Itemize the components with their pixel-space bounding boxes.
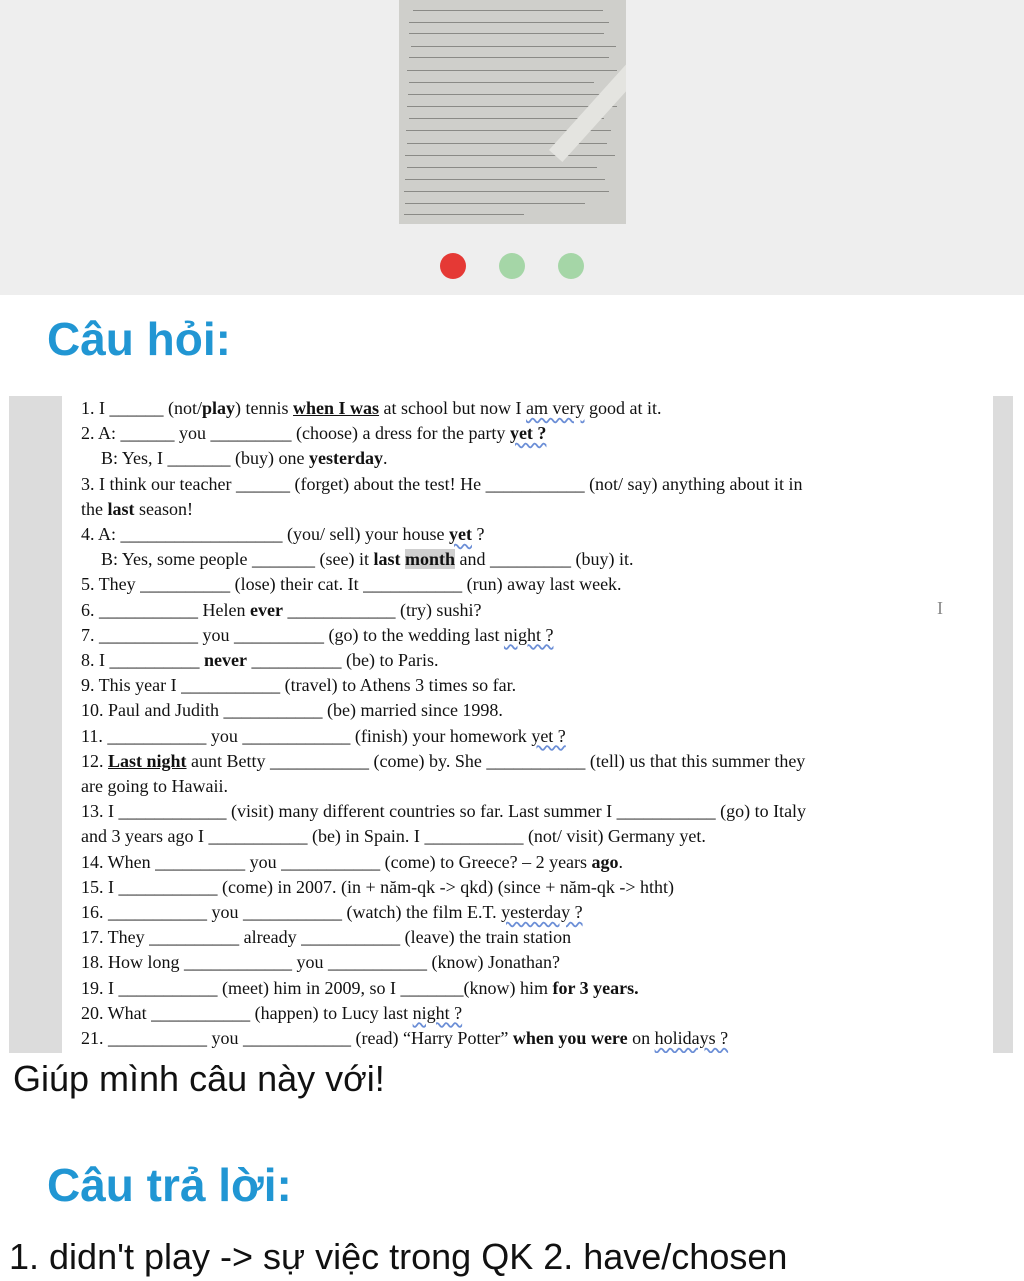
exercise-line bbox=[81, 396, 993, 421]
exercise-text: 19. I bbox=[81, 977, 119, 998]
exercise-text: 4. A: bbox=[81, 524, 121, 544]
exercise-text: . bbox=[618, 851, 624, 872]
answer-blank: __________ bbox=[149, 927, 240, 948]
exercise-text: (be) married since 1998. bbox=[322, 700, 503, 721]
exercise-text: am very bbox=[526, 398, 585, 418]
exercise-text: (travel) to Athens 3 times so far. bbox=[280, 675, 517, 696]
exercise-text: 16. bbox=[81, 902, 108, 922]
exercise-text: ever bbox=[249, 599, 283, 620]
exercise-line bbox=[81, 925, 993, 950]
exercise-text: (visit) many different countries so far. Last summer I bbox=[226, 801, 617, 822]
exercise-text: yet ? bbox=[509, 423, 547, 444]
answer-blank: _______ bbox=[400, 977, 464, 998]
carousel-dot-1[interactable] bbox=[440, 253, 466, 279]
exercise-text: (know) him bbox=[463, 977, 553, 998]
exercise-text: B: Yes, I bbox=[101, 448, 168, 469]
worksheet-photo-thumbnail[interactable] bbox=[399, 0, 626, 224]
exercise-line bbox=[81, 950, 993, 975]
exercise-text: 18. How long bbox=[81, 952, 184, 973]
exercise-text: ) tennis bbox=[235, 398, 294, 418]
exercise-line bbox=[81, 598, 993, 623]
exercise-text: aunt Betty bbox=[186, 750, 271, 771]
exercise-text: holidays ? bbox=[654, 1028, 729, 1048]
exercise-text: 13. I bbox=[81, 801, 119, 822]
exercise-line bbox=[81, 472, 993, 497]
exercise-text: night ? bbox=[503, 624, 554, 645]
exercise-line bbox=[81, 698, 993, 723]
answer-blank: ___________ bbox=[270, 750, 370, 771]
answer-blank: __________ bbox=[109, 650, 200, 670]
image-gallery bbox=[0, 0, 1024, 295]
answer-blank: ___________ bbox=[363, 574, 463, 595]
exercise-text: (come) to Greece? – 2 years bbox=[380, 851, 592, 872]
exercise-text: Last night bbox=[108, 750, 187, 771]
exercise-text: (not/ bbox=[163, 398, 202, 418]
answer-blank: ______ bbox=[235, 473, 290, 494]
exercise-text: 20. What bbox=[81, 1002, 152, 1023]
answer-blank: _______ bbox=[252, 549, 316, 570]
exercise-text: when you were bbox=[512, 1028, 628, 1048]
exercise-text: already bbox=[239, 927, 302, 948]
answer-blank: ___________ bbox=[424, 826, 524, 847]
exercise-text: (read) “Harry Potter” bbox=[351, 1028, 513, 1048]
exercise-text: (run) away last week. bbox=[462, 574, 622, 595]
exercise-text: B: Yes, some people bbox=[101, 549, 253, 570]
exercise-line bbox=[81, 875, 993, 900]
exercise-line bbox=[81, 623, 993, 648]
answer-blank: ___________ bbox=[107, 725, 207, 746]
exercise-text: Helen bbox=[198, 599, 250, 620]
exercise-text: (lose) their cat. It bbox=[230, 574, 364, 595]
answer-blank: ___________ bbox=[151, 1002, 251, 1023]
exercise-text: 12. bbox=[81, 750, 108, 771]
exercise-text: 14. When bbox=[81, 851, 156, 872]
exercise-text: (happen) to Lucy last bbox=[250, 1002, 413, 1023]
exercise-text: (forget) about the test! He bbox=[289, 473, 486, 494]
exercise-text: 10. Paul and Judith bbox=[81, 700, 224, 721]
answer-blank: ___________ bbox=[301, 927, 401, 948]
answer-blank: __________________ bbox=[120, 524, 283, 544]
answer-blank: ____________ bbox=[242, 725, 351, 746]
answer-blank: ____________ bbox=[184, 952, 292, 973]
exercise-line bbox=[81, 421, 993, 446]
answer-blank: ___________ bbox=[108, 902, 207, 922]
exercise-text: (meet) him in 2009, so I bbox=[217, 977, 401, 998]
exercise-line bbox=[81, 799, 993, 824]
text-cursor-icon: I bbox=[937, 598, 943, 618]
exercise-text: play bbox=[202, 398, 236, 418]
answer-blank: ______ bbox=[109, 398, 164, 418]
exercise-text: yesterday ? bbox=[501, 902, 583, 922]
exercise-text: you bbox=[292, 952, 328, 973]
exercise-text: (buy) it. bbox=[571, 549, 634, 570]
answer-blank: ___________ bbox=[223, 700, 323, 721]
exercise-text: the bbox=[81, 498, 108, 519]
answer-blank: ___________ bbox=[486, 750, 586, 771]
answer-blank: ____________ bbox=[243, 1028, 351, 1048]
answer-blank: ___________ bbox=[118, 977, 218, 998]
exercise-text: (not/ say) anything about it in bbox=[584, 473, 803, 494]
exercise-text: good at it. bbox=[584, 398, 662, 418]
exercise-line bbox=[81, 774, 993, 799]
exercise-line bbox=[81, 724, 993, 749]
answer-blank: __________ bbox=[140, 574, 231, 595]
exercise-text: month bbox=[405, 549, 456, 570]
exercise-line bbox=[81, 850, 993, 875]
exercise-text: for 3 years. bbox=[552, 977, 639, 998]
exercise-line bbox=[81, 497, 993, 522]
answer-blank: ___________ bbox=[281, 851, 381, 872]
exercise-text: 5. They bbox=[81, 574, 141, 595]
exercise-line bbox=[81, 1026, 993, 1051]
answer-blank: ___________ bbox=[328, 952, 427, 973]
exercise-text: . bbox=[383, 448, 388, 469]
answer-blank: _________ bbox=[490, 549, 572, 570]
answer-blank: ____________ bbox=[287, 599, 396, 620]
answer-blank: ______ bbox=[120, 423, 175, 444]
exercise-text: you bbox=[245, 851, 282, 872]
exercise-text: 6. bbox=[81, 599, 99, 620]
exercise-text: and bbox=[455, 549, 491, 570]
exercise-text: 15. I bbox=[81, 876, 119, 897]
answer-blank: ____________ bbox=[118, 801, 227, 822]
exercise-line bbox=[81, 824, 993, 849]
exercise-text: (be) in Spain. I bbox=[307, 826, 425, 847]
exercise-line bbox=[81, 522, 993, 547]
exercise-text: (finish) your homework bbox=[350, 725, 532, 746]
exercise-text: at school but now I bbox=[379, 398, 527, 418]
exercise-text: last bbox=[373, 549, 401, 570]
answer-blank: __________ bbox=[251, 650, 342, 670]
exercise-text: ago bbox=[591, 851, 619, 872]
exercise-text: (see) it bbox=[315, 549, 374, 570]
question-heading: Câu hỏi: bbox=[47, 313, 231, 365]
exercise-text: 7. bbox=[81, 624, 99, 645]
exercise-text: (buy) one bbox=[230, 448, 310, 469]
carousel-dot-2[interactable] bbox=[499, 253, 525, 279]
exercise-line bbox=[81, 648, 993, 673]
answer-blank: ___________ bbox=[208, 826, 308, 847]
exercise-text: (not/ visit) Germany yet. bbox=[523, 826, 706, 847]
exercise-text: 2. A: bbox=[81, 423, 121, 444]
exercise-text: (try) sushi? bbox=[395, 599, 482, 620]
exercise-text: (go) to Italy bbox=[715, 801, 807, 822]
help-request-text: Giúp mình câu này với! bbox=[13, 1058, 385, 1099]
exercise-line bbox=[81, 1001, 993, 1026]
exercise-text: on bbox=[627, 1028, 655, 1048]
exercise-line bbox=[101, 547, 993, 572]
exercise-text: 8. I bbox=[81, 650, 110, 670]
exercise-text: (come) in 2007. (in + năm-qk -> qkd) (since + năm-qk -> htht) bbox=[217, 876, 674, 897]
exercise-text: when I was bbox=[293, 398, 380, 418]
exercise-text: (come) by. She bbox=[369, 750, 487, 771]
answer-blank: ___________ bbox=[99, 599, 198, 620]
exercise-text: 9. This year I bbox=[81, 675, 182, 696]
exercise-text: 11. bbox=[81, 725, 108, 746]
exercise-text: 3. I think our teacher bbox=[81, 473, 236, 494]
worksheet-paper bbox=[62, 396, 993, 1053]
exercise-text: (leave) the train station bbox=[400, 927, 572, 948]
exercise-text: 1. I bbox=[81, 398, 110, 418]
exercise-text: and 3 years ago I bbox=[81, 826, 209, 847]
exercise-text: season! bbox=[134, 498, 193, 519]
exercise-text: last bbox=[107, 498, 135, 519]
exercise-text: you bbox=[174, 423, 211, 444]
answer-text: 1. didn't play -> sự việc trong QK 2. have/chosen bbox=[9, 1236, 788, 1277]
answer-blank: ___________ bbox=[243, 902, 342, 922]
answer-blank: ___________ bbox=[118, 876, 218, 897]
exercise-text: ? bbox=[471, 524, 485, 544]
exercise-text: yet ? bbox=[531, 725, 566, 746]
exercise-text: 17. They bbox=[81, 927, 150, 948]
answer-blank: __________ bbox=[155, 851, 246, 872]
carousel-dot-3[interactable] bbox=[558, 253, 584, 279]
exercise-text: (know) Jonathan? bbox=[427, 952, 560, 973]
exercise-text: never bbox=[204, 650, 247, 670]
pen-shape bbox=[549, 61, 626, 162]
exercise-line bbox=[81, 572, 993, 597]
exercise-line bbox=[81, 900, 993, 925]
answer-blank: _________ bbox=[210, 423, 292, 444]
exercise-text: are going to Hawaii. bbox=[81, 776, 228, 796]
exercise-text: (tell) us that this summer they bbox=[585, 750, 806, 771]
exercise-text: (be) to Paris. bbox=[341, 650, 439, 670]
answer-blank: ___________ bbox=[181, 675, 281, 696]
exercise-text: you bbox=[206, 725, 243, 746]
answer-blank: _______ bbox=[167, 448, 231, 469]
answer-blank: ___________ bbox=[99, 624, 198, 645]
answer-heading: Câu trả lời: bbox=[47, 1159, 292, 1211]
exercise-text: (you/ sell) your house bbox=[282, 524, 449, 544]
exercise-line bbox=[101, 446, 993, 471]
answer-blank: __________ bbox=[234, 624, 324, 645]
exercise-text: you bbox=[207, 902, 243, 922]
exercise-line bbox=[81, 673, 993, 698]
exercise-text: night ? bbox=[412, 1002, 463, 1023]
exercise-text: (watch) the film E.T. bbox=[342, 902, 502, 922]
exercise-text: you bbox=[198, 624, 234, 645]
exercise-line bbox=[81, 749, 993, 774]
exercise-text: yet bbox=[449, 524, 472, 544]
answer-blank: ___________ bbox=[616, 801, 716, 822]
exercise-text: you bbox=[207, 1028, 243, 1048]
exercise-text: 21. bbox=[81, 1028, 108, 1048]
exercise-text: (choose) a dress for the party bbox=[291, 423, 510, 444]
answer-blank: ___________ bbox=[485, 473, 585, 494]
exercise-line bbox=[81, 976, 993, 1001]
worksheet-image bbox=[9, 396, 1013, 1053]
exercise-text: (go) to the wedding last bbox=[324, 624, 504, 645]
answer-blank: ___________ bbox=[108, 1028, 207, 1048]
exercise-text: yesterday bbox=[309, 448, 383, 469]
